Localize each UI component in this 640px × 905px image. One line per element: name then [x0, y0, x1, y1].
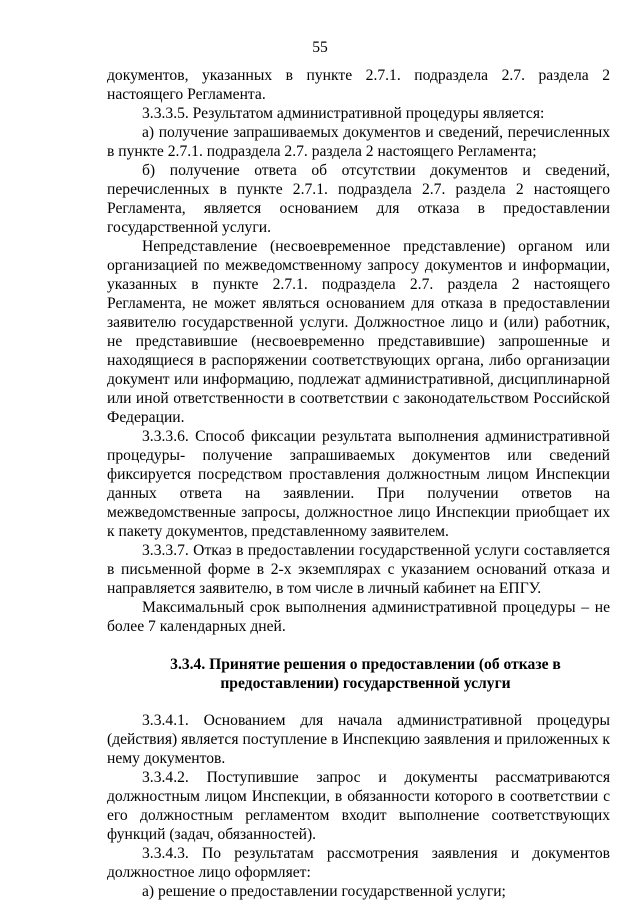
section-heading-line-1: 3.3.4. Принятие решения о предоставлении (об отказе в — [170, 656, 561, 673]
paragraph-top-0: документов, указанных в пункте 2.7.1. подраздела 2.7. раздела 2 настоящего Регламента. — [107, 67, 610, 103]
paragraph-top-6: 3.3.3.7. Отказ в предоставлении государственной услуги составляется в письменной форме в 2-х экземплярах с указанием оснований отказа и направляется заявителю, в том числе в личный кабинет на ЕПГУ. — [107, 542, 610, 597]
paragraph-bottom-1: 3.3.4.2. Поступившие запрос и документы рассматриваются должностным лицом Инспекции, в обязанности которого в соответствии с его должностным регламентом входит выполнение соответствующих функций (задач, обязанностей). — [107, 769, 610, 843]
paragraph-bottom-2: 3.3.4.3. По результатам рассмотрения заявления и документов должностное лицо оформляет: — [107, 845, 610, 881]
paragraph-top-3: б) получение ответа об отсутствии документов и сведений, перечисленных в пункте 2.7.1. подраздела 2.7. раздела 2 настоящего Регламента, является основанием для отказа в предоставлении государственной услуги. — [107, 162, 610, 236]
paragraph-bottom-3: а) решение о предоставлении государственной услуги; — [142, 883, 506, 900]
spacer — [107, 636, 610, 655]
paragraph-top-5: 3.3.3.6. Способ фиксации результата выполнения административной процедуры- получение запрашиваемых документов или сведений фиксируется посредством проставления должностным лицом Инспекции данных ответа на заявлении. При получении ответов на межведомственные запросы, должностное лицо Инспекции приобщает их к пакету документов, представленному заявителем. — [107, 428, 610, 540]
document-body — [107, 66, 610, 901]
paragraph-top-1: 3.3.3.5. Результатом административной процедуры является: — [142, 105, 545, 122]
paragraph-top-2: а) получение запрашиваемых документов и сведений, перечисленных в пункте 2.7.1. подраздела 2.7. раздела 2 настоящего Регламента; — [107, 124, 610, 160]
spacer — [107, 693, 610, 711]
paragraph-top-4: Непредставление (несвоевременное представление) органом или организацией по межведомственному запросу документов и информации, указанных в пункте 2.7.1. подраздела 2.7. раздела 2 настоящего Регламента, не может являться основанием для отказа в предоставлении заявителю государственной услуги. Должностное лицо и (или) работник, не представившие (несвоевременно представившие) запрошенные и находящиеся в распоряжении соответствующих органа, либо организации документ или информацию, подлежат административной, дисциплинарной или иной ответственности в соответствии с законодательством Российской Федерации. — [107, 238, 610, 426]
section-heading — [107, 655, 610, 693]
paragraph-bottom-0: 3.3.4.1. Основанием для начала административной процедуры (действия) является поступление в Инспекцию заявления и приложенных к нему документов. — [107, 712, 610, 767]
page-number: 55 — [312, 39, 328, 56]
section-heading-line-2: предоставлении) государственной услуги — [220, 675, 511, 692]
paragraph-top-7: Максимальный срок выполнения административной процедуры – не более 7 календарных дней. — [107, 599, 610, 635]
